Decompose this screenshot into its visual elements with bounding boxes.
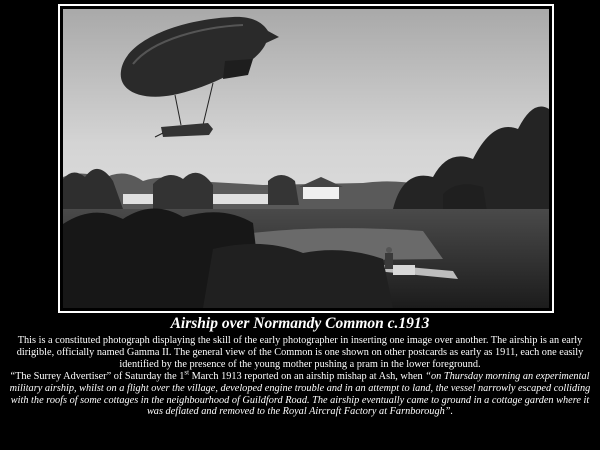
caption-ordinal: st xyxy=(184,368,190,377)
caption-paragraph-1: This is a constituted photograph displaying the skill of the early photographer in inserting one image over another. The airship is an early dirigible, officially named Gamma II. The general view of the Common is one shown on other postcards as early as 1911, each one easily identified by the presence of the young mother pushing a pram in the lower foreground. xyxy=(16,335,584,370)
caption-quote-intro: “The Surrey Advertiser” of Saturday the 1 xyxy=(10,370,185,382)
caption-quote: “on Thursday morning an experimental military airship, whilst on a flight over the village, developed engine trouble and in an attempt to land, the vessel narrowly escaped colliding with the roofs of some cottages in the neighbourhood of Guildford Road. The airship eventually came to ground in a cottage garden where it was deflated and removed to the Royal Aircraft Factory at Farnborough”. xyxy=(9,370,591,418)
airship-photo xyxy=(63,9,549,308)
photo-caption xyxy=(8,335,592,418)
photo-title: Airship over Normandy Common c.1913 xyxy=(170,315,430,332)
caption-paragraph-2 xyxy=(8,368,592,419)
photo-frame xyxy=(58,4,554,313)
caption-quote-intro-rest: March 1913 reported on an airship mishap at Ash, when xyxy=(189,370,426,382)
